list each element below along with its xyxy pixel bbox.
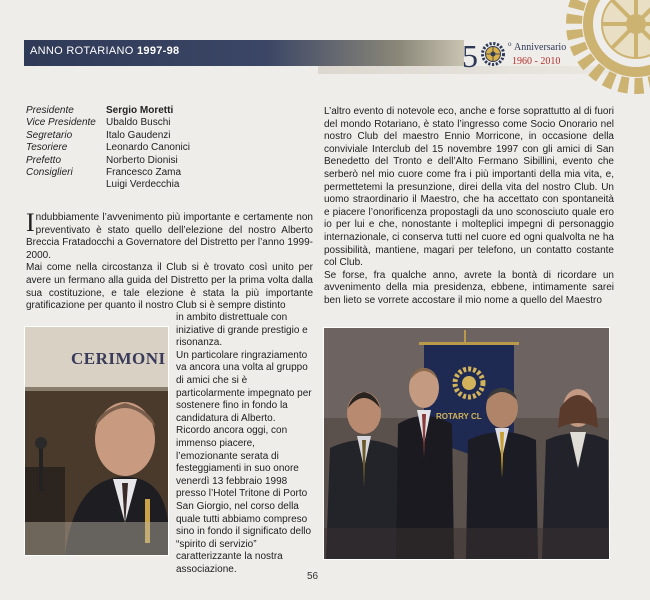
anniversary-number: 5 — [462, 38, 478, 74]
intro-paragraph-1 — [26, 208, 313, 262]
anniversary-ordinal: o — [508, 40, 512, 48]
officer-role: Presidente — [26, 105, 74, 116]
right-paragraph-1: L’altro evento di notevole eco, anche e forse soprattutto al di fuori del mondo Rotariano, è stato l’ingresso come Socio Onorario nel nostro Club del maestro Ennio Morricone, in occasione della conviviale Interclub del 15 novembre 1997 con gli amici di San Benedetto del Tronto e dell’Alto Fermano Sibillini, evento che serberò nel mio cuore come fra i più importanti della mia vita, e, permettetemi la presunzione, direi della vita del nostro Club. Un uomo straordinario il Maestro, che ha accettato con spontaneità e piacere l’onorificenza propostagli da uno sconosciuto quale ero io per lui e che, nonostante i molteplici impegni di personaggio internazionale, ci conserva tutti nel cuore ed ogni qualvolta ne ha possibilità, mantiene, magari per telefono, un contatto costante col Club. — [324, 106, 614, 269]
title-years: 1997-98 — [136, 45, 180, 57]
officer-name: Ubaldo Buschi — [106, 117, 171, 129]
title-prefix: ANNO ROTARIANO — [30, 45, 134, 57]
left-narrow-text — [176, 312, 312, 576]
officer-row — [26, 155, 190, 167]
officer-name: Italo Gaudenzi — [106, 129, 171, 141]
officer-row — [26, 179, 190, 191]
left-intro-text — [26, 208, 313, 313]
officer-role: Prefetto — [26, 154, 62, 166]
page-number: 56 — [307, 571, 319, 582]
rotary-gear-icon — [481, 42, 505, 66]
drop-cap: I — [26, 208, 35, 237]
rotary-wheel-watermark — [566, 0, 650, 94]
ceremony-sign: CERIMONI — [71, 349, 166, 368]
officer-role: Vice Presidente — [26, 117, 96, 129]
intro-paragraph-1-text: ndubbiamente l’avvenimento più importante e certamente non preventivato è stato quello dell’elezione del nostro Alberto Breccia Fratadocchi a Governatore del Distretto per l’anno 1999-2000. — [26, 212, 313, 261]
officer-row — [26, 142, 190, 154]
officer-row — [26, 167, 190, 179]
officer-row — [26, 130, 190, 142]
narrow-paragraph-3: Ricordo ancora oggi, con immenso piacere, l’emozionante serata di festeggiamenti in suo onore venerdì 13 febbraio 1998 presso l’Hotel Tritone di Porto San Giorgio, nel corso della quale tutti abbiamo compreso sino in fondo il significato dello “spirito di servizio” caratterizzante la nostra associazione. — [176, 425, 312, 575]
right-paragraph-2: Se forse, fra qualche anno, avrete la bontà di ricordare un avvenimento della mia presidenza, ebbene, intimamente sarei ben lieto se vorrete accostare il mio nome a quello del Maestro — [324, 269, 614, 306]
officer-row — [26, 117, 190, 129]
officer-name: Norberto Dionisi — [106, 154, 178, 166]
narrow-paragraph-2: Un particolare ringraziamento va ancora una volta al gruppo di amici che si è particolarmente impegnato per sostenere fino in fondo la candidatura di Alberto. — [176, 349, 312, 424]
officer-row — [26, 105, 190, 117]
officer-name: Luigi Verdecchia — [106, 179, 180, 191]
officer-role: Segretario — [26, 129, 73, 141]
officer-name: Francesco Zama — [106, 166, 182, 178]
photo-ceremony — [24, 326, 169, 556]
officers-list — [26, 105, 190, 192]
photo-group — [323, 327, 610, 560]
intro-paragraph-2: Mai come nella circostanza il Club si è trovato così unito per avere un fermano alla guida del Distretto per la prima volta dalla sua costituzione, e tale elezione è stata la più importante gratificazione per quanto il nostro Club si è sempre distinto — [26, 262, 313, 312]
officer-role: Consiglieri — [26, 166, 73, 178]
officer-name: Leonardo Canonici — [106, 142, 190, 154]
narrow-paragraph-1: in ambito distrettuale con iniziative di grande prestigio e risonanza. — [176, 312, 308, 349]
right-column-text — [324, 106, 614, 308]
anniversary-label: Anniversario — [514, 42, 567, 53]
anniversary-years: 1960 - 2010 — [512, 56, 561, 67]
page-title — [30, 45, 179, 57]
anniversary-logo — [462, 38, 572, 74]
officer-role: Tesoriere — [26, 142, 68, 154]
officer-role — [26, 179, 106, 191]
banner-text: ROTARY CL — [436, 412, 482, 421]
officer-name: Sergio Moretti — [106, 105, 174, 116]
